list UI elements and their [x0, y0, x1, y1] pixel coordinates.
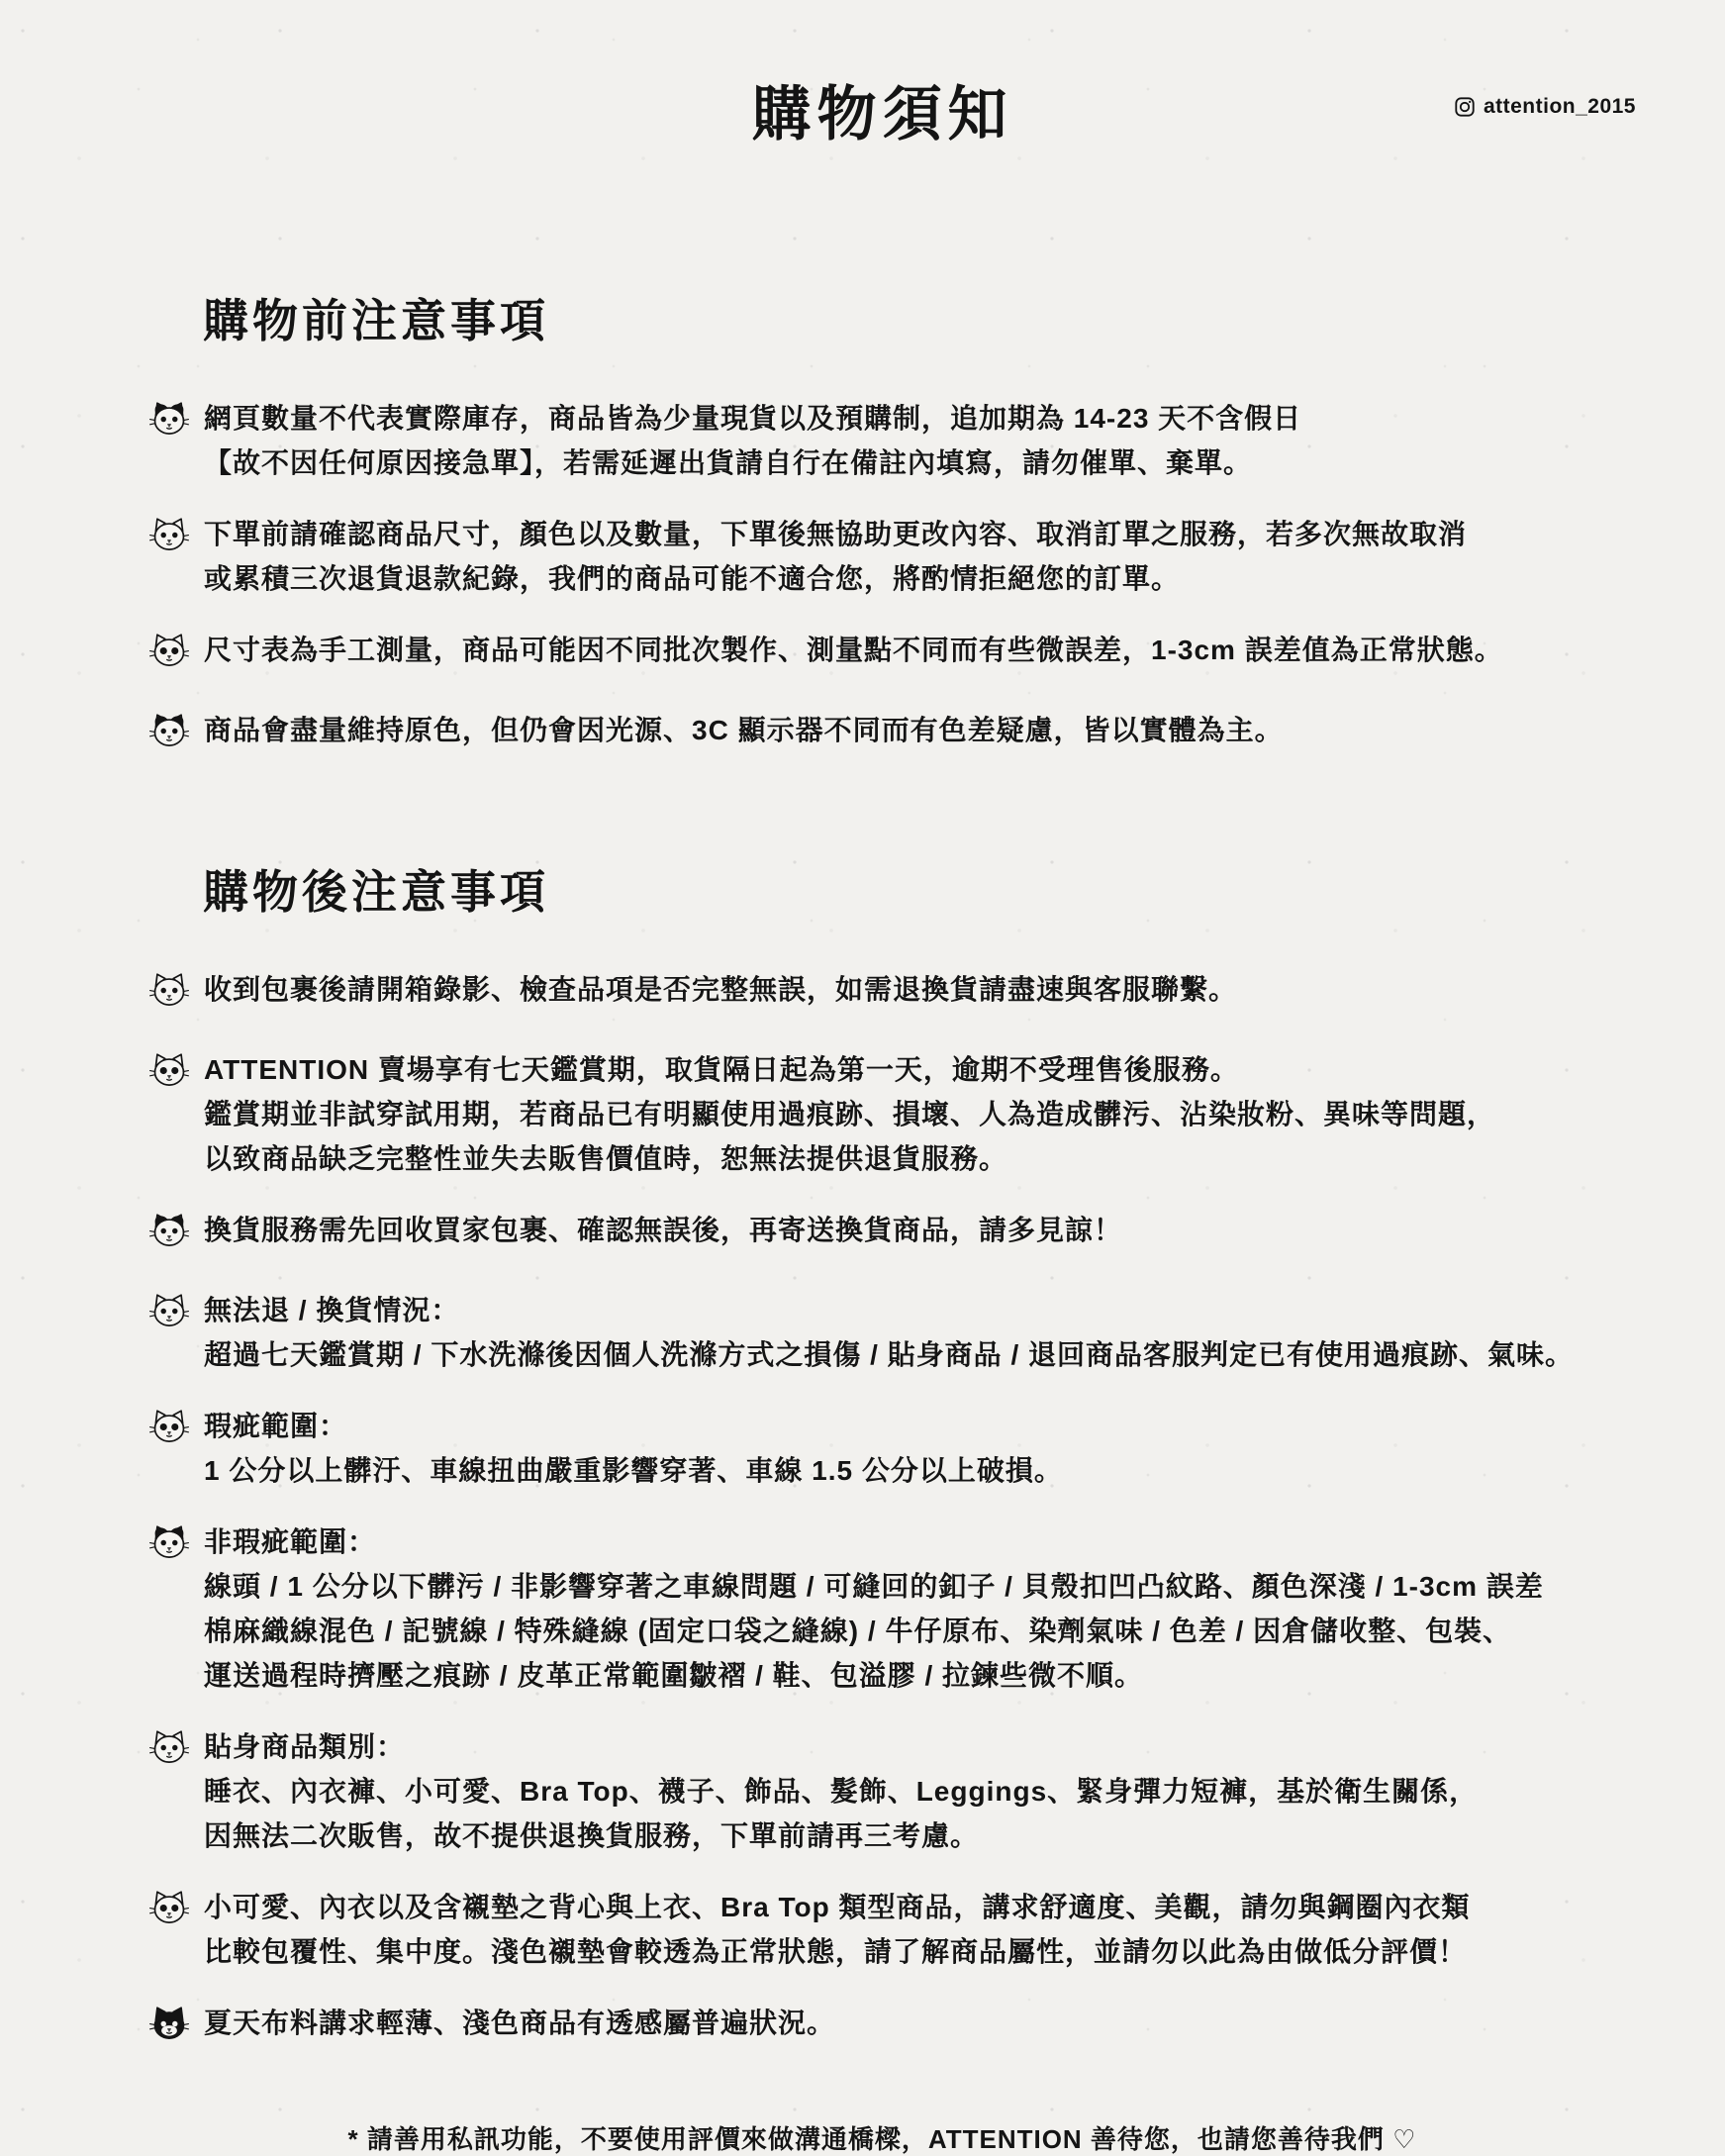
- notice-item: [148, 1404, 1616, 1493]
- notice-line: 貼身商品類別：: [204, 1731, 406, 1762]
- notice-line: 商品會盡量維持原色，但仍會因光源、3C 顯示器不同而有色差疑慮，皆以實體為主。: [204, 715, 1284, 745]
- notice-item: [148, 967, 1616, 1021]
- notice-item: [148, 1288, 1616, 1377]
- notice-item: [148, 708, 1616, 761]
- notice-line: 線頭 / 1 公分以下髒污 / 非影響穿著之車線問題 / 可縫回的釦子 / 貝殼扣凹凸紋路、顏色深淺 / 1-3cm 誤差: [204, 1571, 1544, 1602]
- section-2: [148, 856, 1616, 2054]
- notice-item: [148, 2001, 1616, 2054]
- notice-line: 非瑕疵範圍：: [204, 1526, 377, 1557]
- notice-item-text: [204, 1724, 1616, 1858]
- cat-face-icon: [148, 1208, 204, 1261]
- notice-line: 睡衣、內衣褲、小可愛、Bra Top、襪子、飾品、髮飾、Leggings、緊身彈力短褲，基於衛生關係，: [204, 1776, 1479, 1807]
- notice-item: [148, 1885, 1616, 1974]
- footer-note: * 請善用私訊功能，不要使用評價來做溝通橋樑，ATTENTION 善待您，也請您善待我們 ♡: [347, 2124, 1417, 2154]
- cat-face-icon: [148, 1404, 204, 1457]
- cat-face-icon: [148, 708, 204, 761]
- notice-item-text: [204, 1404, 1616, 1493]
- cat-face-icon: [148, 628, 204, 681]
- notice-item-text: [204, 628, 1616, 672]
- notice-line: 網頁數量不代表實際庫存，商品皆為少量現貨以及預購制，追加期為 14-23 天不含假日: [204, 403, 1302, 434]
- notice-line: 鑑賞期並非試穿試用期，若商品已有明顯使用過痕跡、損壞、人為造成髒污、沾染妝粉、異味等問題，: [204, 1099, 1496, 1129]
- notice-item-text: [204, 1885, 1616, 1974]
- notice-item: [148, 512, 1616, 601]
- cat-face-icon: [148, 512, 204, 565]
- instagram-handle[interactable]: [1454, 95, 1636, 119]
- notice-item-text: [204, 512, 1616, 601]
- notice-line: 下單前請確認商品尺寸，顏色以及數量，下單後無協助更改內容、取消訂單之服務，若多次無故取消: [204, 519, 1468, 549]
- notice-line: 無法退 / 換貨情況：: [204, 1295, 460, 1325]
- notice-item-text: [204, 1288, 1616, 1377]
- notice-line: 以致商品缺乏完整性並失去販售價值時，恕無法提供退貨服務。: [204, 1143, 1008, 1174]
- instagram-handle-text: attention_2015: [1483, 95, 1636, 118]
- notice-item: [148, 1208, 1616, 1261]
- cat-face-icon: [148, 1288, 204, 1341]
- cat-face-icon: [148, 2001, 204, 2054]
- notice-line: 瑕疵範圍：: [204, 1411, 348, 1441]
- notice-item-text: [204, 1519, 1616, 1698]
- notice-line: 尺寸表為手工測量，商品可能因不同批次製作、測量點不同而有些微誤差，1-3cm 誤差值為正常狀態。: [204, 635, 1503, 665]
- notice-item: [148, 1519, 1616, 1698]
- header: [148, 49, 1636, 178]
- notice-item: [148, 1047, 1616, 1181]
- cat-face-icon: [148, 1047, 204, 1101]
- section-1-heading: 購物前注意事項: [203, 295, 549, 346]
- notice-line: ATTENTION 賣場享有七天鑑賞期，取貨隔日起為第一天，逾期不受理售後服務。: [204, 1054, 1239, 1085]
- sections-container: [148, 285, 1616, 2054]
- cat-face-icon: [148, 1724, 204, 1778]
- notice-item-text: [204, 967, 1616, 1012]
- cat-face-icon: [148, 1519, 204, 1573]
- cat-face-icon: [148, 396, 204, 449]
- notice-item-text: [204, 708, 1616, 752]
- notice-line: 比較包覆性、集中度。淺色襯墊會較透為正常狀態，請了解商品屬性，並請勿以此為由做低分評價！: [204, 1936, 1468, 1967]
- notice-line: 1 公分以上髒汙、車線扭曲嚴重影響穿著、車線 1.5 公分以上破損。: [204, 1455, 1063, 1486]
- notice-line: 超過七天鑑賞期 / 下水洗滌後因個人洗滌方式之損傷 / 貼身商品 / 退回商品客服判定已有使用過痕跡、氣味。: [204, 1339, 1575, 1370]
- notice-item: [148, 1724, 1616, 1858]
- notice-line: 小可愛、內衣以及含襯墊之背心與上衣、Bra Top 類型商品，講求舒適度、美觀，請勿與鋼圈內衣類: [204, 1892, 1471, 1922]
- notice-item: [148, 628, 1616, 681]
- page-title: 購物須知: [751, 81, 1013, 147]
- notice-line: 夏天布料講求輕薄、淺色商品有透感屬普遍狀況。: [204, 2008, 836, 2038]
- instagram-icon: [1454, 96, 1476, 118]
- notice-line: 因無法二次販售，故不提供退換貨服務，下單前請再三考慮。: [204, 1820, 980, 1851]
- notice-item-text: [204, 1208, 1616, 1252]
- notice-line: 換貨服務需先回收買家包裹、確認無誤後，再寄送換貨商品，請多見諒！: [204, 1215, 1123, 1245]
- notice-item-text: [204, 2001, 1616, 2045]
- notice-item-text: [204, 1047, 1616, 1181]
- notice-line: 棉麻織線混色 / 記號線 / 特殊縫線 (固定口袋之縫線) / 牛仔原布、染劑氣味 / 色差 / 因倉儲收整、包裝、: [204, 1616, 1512, 1646]
- section-1: [148, 285, 1616, 761]
- notice-item-text: [204, 396, 1616, 485]
- notice-item: [148, 396, 1616, 485]
- notice-line: 【故不因任何原因接急單】，若需延遲出貨請自行在備註內填寫，請勿催單、棄單。: [204, 447, 1253, 478]
- section-2-heading: 購物後注意事項: [203, 866, 549, 918]
- notice-line: 收到包裹後請開箱錄影、檢查品項是否完整無誤，如需退換貨請盡速與客服聯繫。: [204, 974, 1238, 1005]
- cat-face-icon: [148, 1885, 204, 1938]
- notice-line: 或累積三次退貨退款紀錄，我們的商品可能不適合您，將酌情拒絕您的訂單。: [204, 563, 1181, 594]
- cat-face-icon: [148, 967, 204, 1021]
- notice-line: 運送過程時擠壓之痕跡 / 皮革正常範圍皺褶 / 鞋、包溢膠 / 拉鍊些微不順。: [204, 1660, 1144, 1691]
